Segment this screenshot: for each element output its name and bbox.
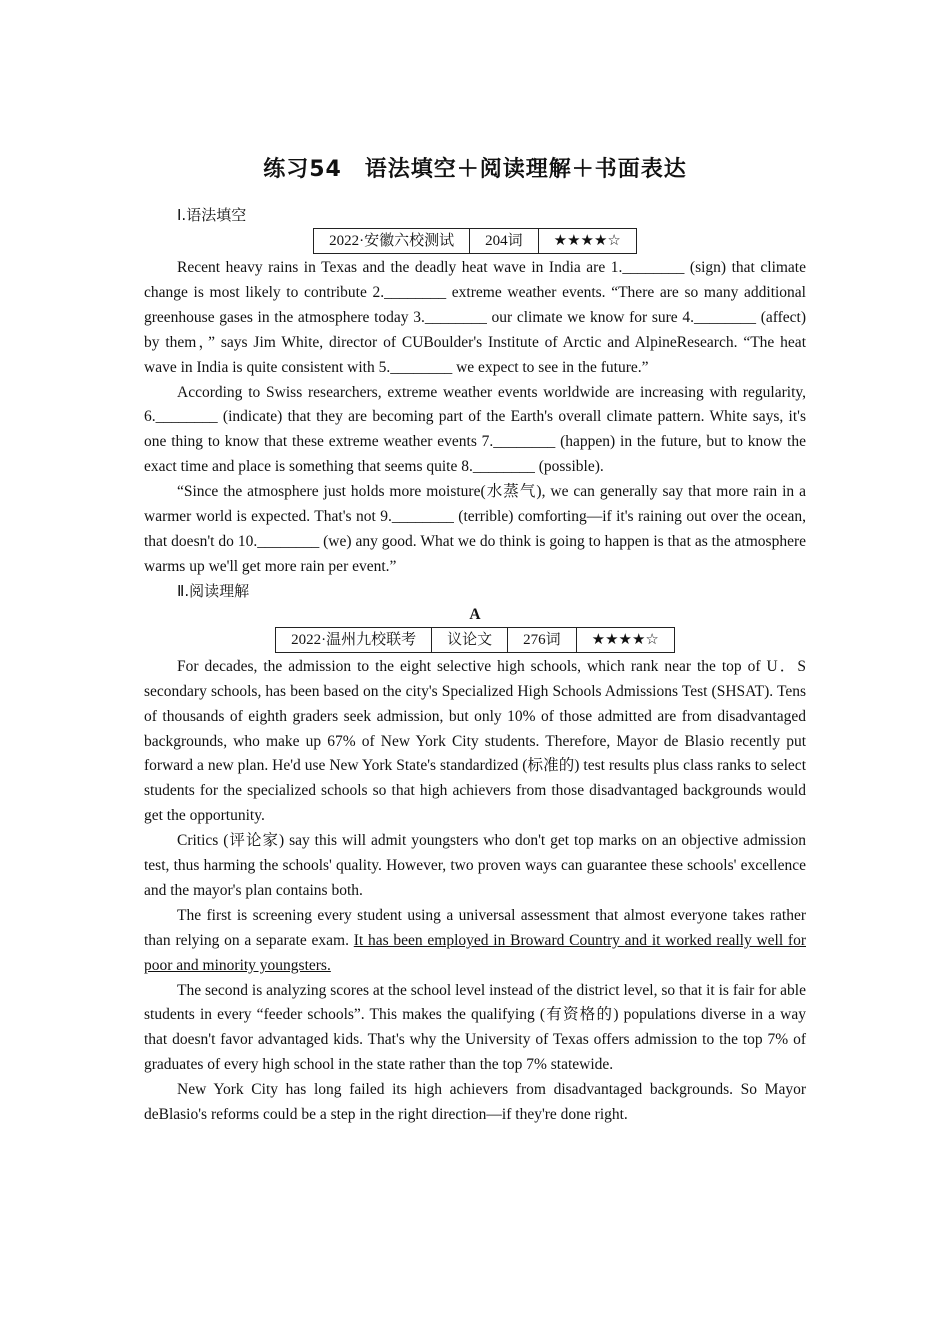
- worksheet-page: [144, 150, 806, 1128]
- section-reading-label: Ⅱ.阅读理解: [177, 581, 250, 600]
- info-source: 2022·温州九校联考: [276, 627, 432, 652]
- section-grammar-label: Ⅰ.语法填空: [177, 206, 247, 224]
- reading-paragraph-4: The second is analyzing scores at the school level instead of the district level, so that it is fair for able students in every “feeder schools”. This makes the qualifying (有资格的) populations diverse in a way that doesn't favor advantaged kids. That's why the University of Texas offers admission to the top 7% of graduates of every high school in the state rather than the top 7% statewide.: [144, 981, 806, 1074]
- info-source: 2022·安徽六校测试: [314, 229, 470, 254]
- reading-paragraph-5: New York City has long failed its high achievers from disadvantaged backgrounds. So Mayor deBlasio's reforms could be a step in the right direction—if they're done right.: [144, 1081, 806, 1124]
- page-title: 练习54 语法填空＋阅读理解＋书面表达: [263, 157, 687, 182]
- grammar-info-table: [313, 228, 637, 254]
- info-difficulty-stars: ★★★★☆: [576, 627, 674, 652]
- reading-paragraph-3: [144, 904, 806, 979]
- grammar-paragraph-2: According to Swiss researchers, extreme weather events worldwide are increasing with regularity, 6.________ (indicate) that they are becoming part of the Earth's overall climate pattern. White says, it's one thing to know that these extreme weather events 7.________ (happen) in the future, but to know the exact time and place is something that seems quite 8.________ (possible).: [144, 383, 806, 476]
- passage-letter: A: [469, 605, 481, 623]
- reading-info-table: [275, 627, 675, 653]
- info-genre: 议论文: [432, 627, 508, 652]
- grammar-paragraph-3: “Since the atmosphere just holds more moisture(水蒸气), we can generally say that more rain in a warmer world is expected. That's not 9.________ (terrible) comforting—if it's raining out over the ocean, that doesn't do 10.________ (we) any good. What we do think is going to happen is that as the atmosphere warms up we'll get more rain per event.”: [144, 483, 806, 575]
- underlined-sentence: It has been employed in Broward Country and it worked really well for poor and minority youngsters.: [144, 931, 806, 974]
- paragraph-text: The first is screening every student using a universal assessment that almost everyone takes rather than relying on a separate exam.: [144, 906, 806, 949]
- grammar-paragraph-1: Recent heavy rains in Texas and the deadly heat wave in India are 1.________ (sign) that climate change is most likely to contribute 2.________ extreme weather events. “There are so many additional greenhouse gases in the atmosphere today 3.________ our climate we know for sure 4.________ (affect) by them，” says Jim White, director of CUBoulder's Institute of Arctic and AlpineResearch. “The heat wave in India is quite consistent with 5.________ we expect to see in the future.”: [144, 259, 806, 376]
- info-word-count: 276词: [508, 627, 577, 652]
- info-word-count: 204词: [470, 229, 539, 254]
- reading-paragraph-1: For decades, the admission to the eight selective high schools, which rank near the top of U．S secondary schools, has been based on the city's Specialized High Schools Admissions Test (SHSAT). Tens of thousands of eighth graders seek admission, but only 10% of those admitted are from disadvantaged backgrounds, who make up 67% of New York City students. Therefore, Mayor de Blasio recently put forward a new plan. He'd use New York State's standardized (标准的) test results plus class ranks to select students for the specialized schools so that high achievers from those disadvantaged backgrounds would get the opportunity.: [144, 657, 806, 825]
- info-difficulty-stars: ★★★★☆: [538, 229, 636, 254]
- reading-paragraph-2: Critics (评论家) say this will admit youngsters who don't get top marks on an objective admission test, thus harming the schools' quality. However, two proven ways can guarantee these schools' excellence and the mayor's plan contains both.: [144, 832, 806, 899]
